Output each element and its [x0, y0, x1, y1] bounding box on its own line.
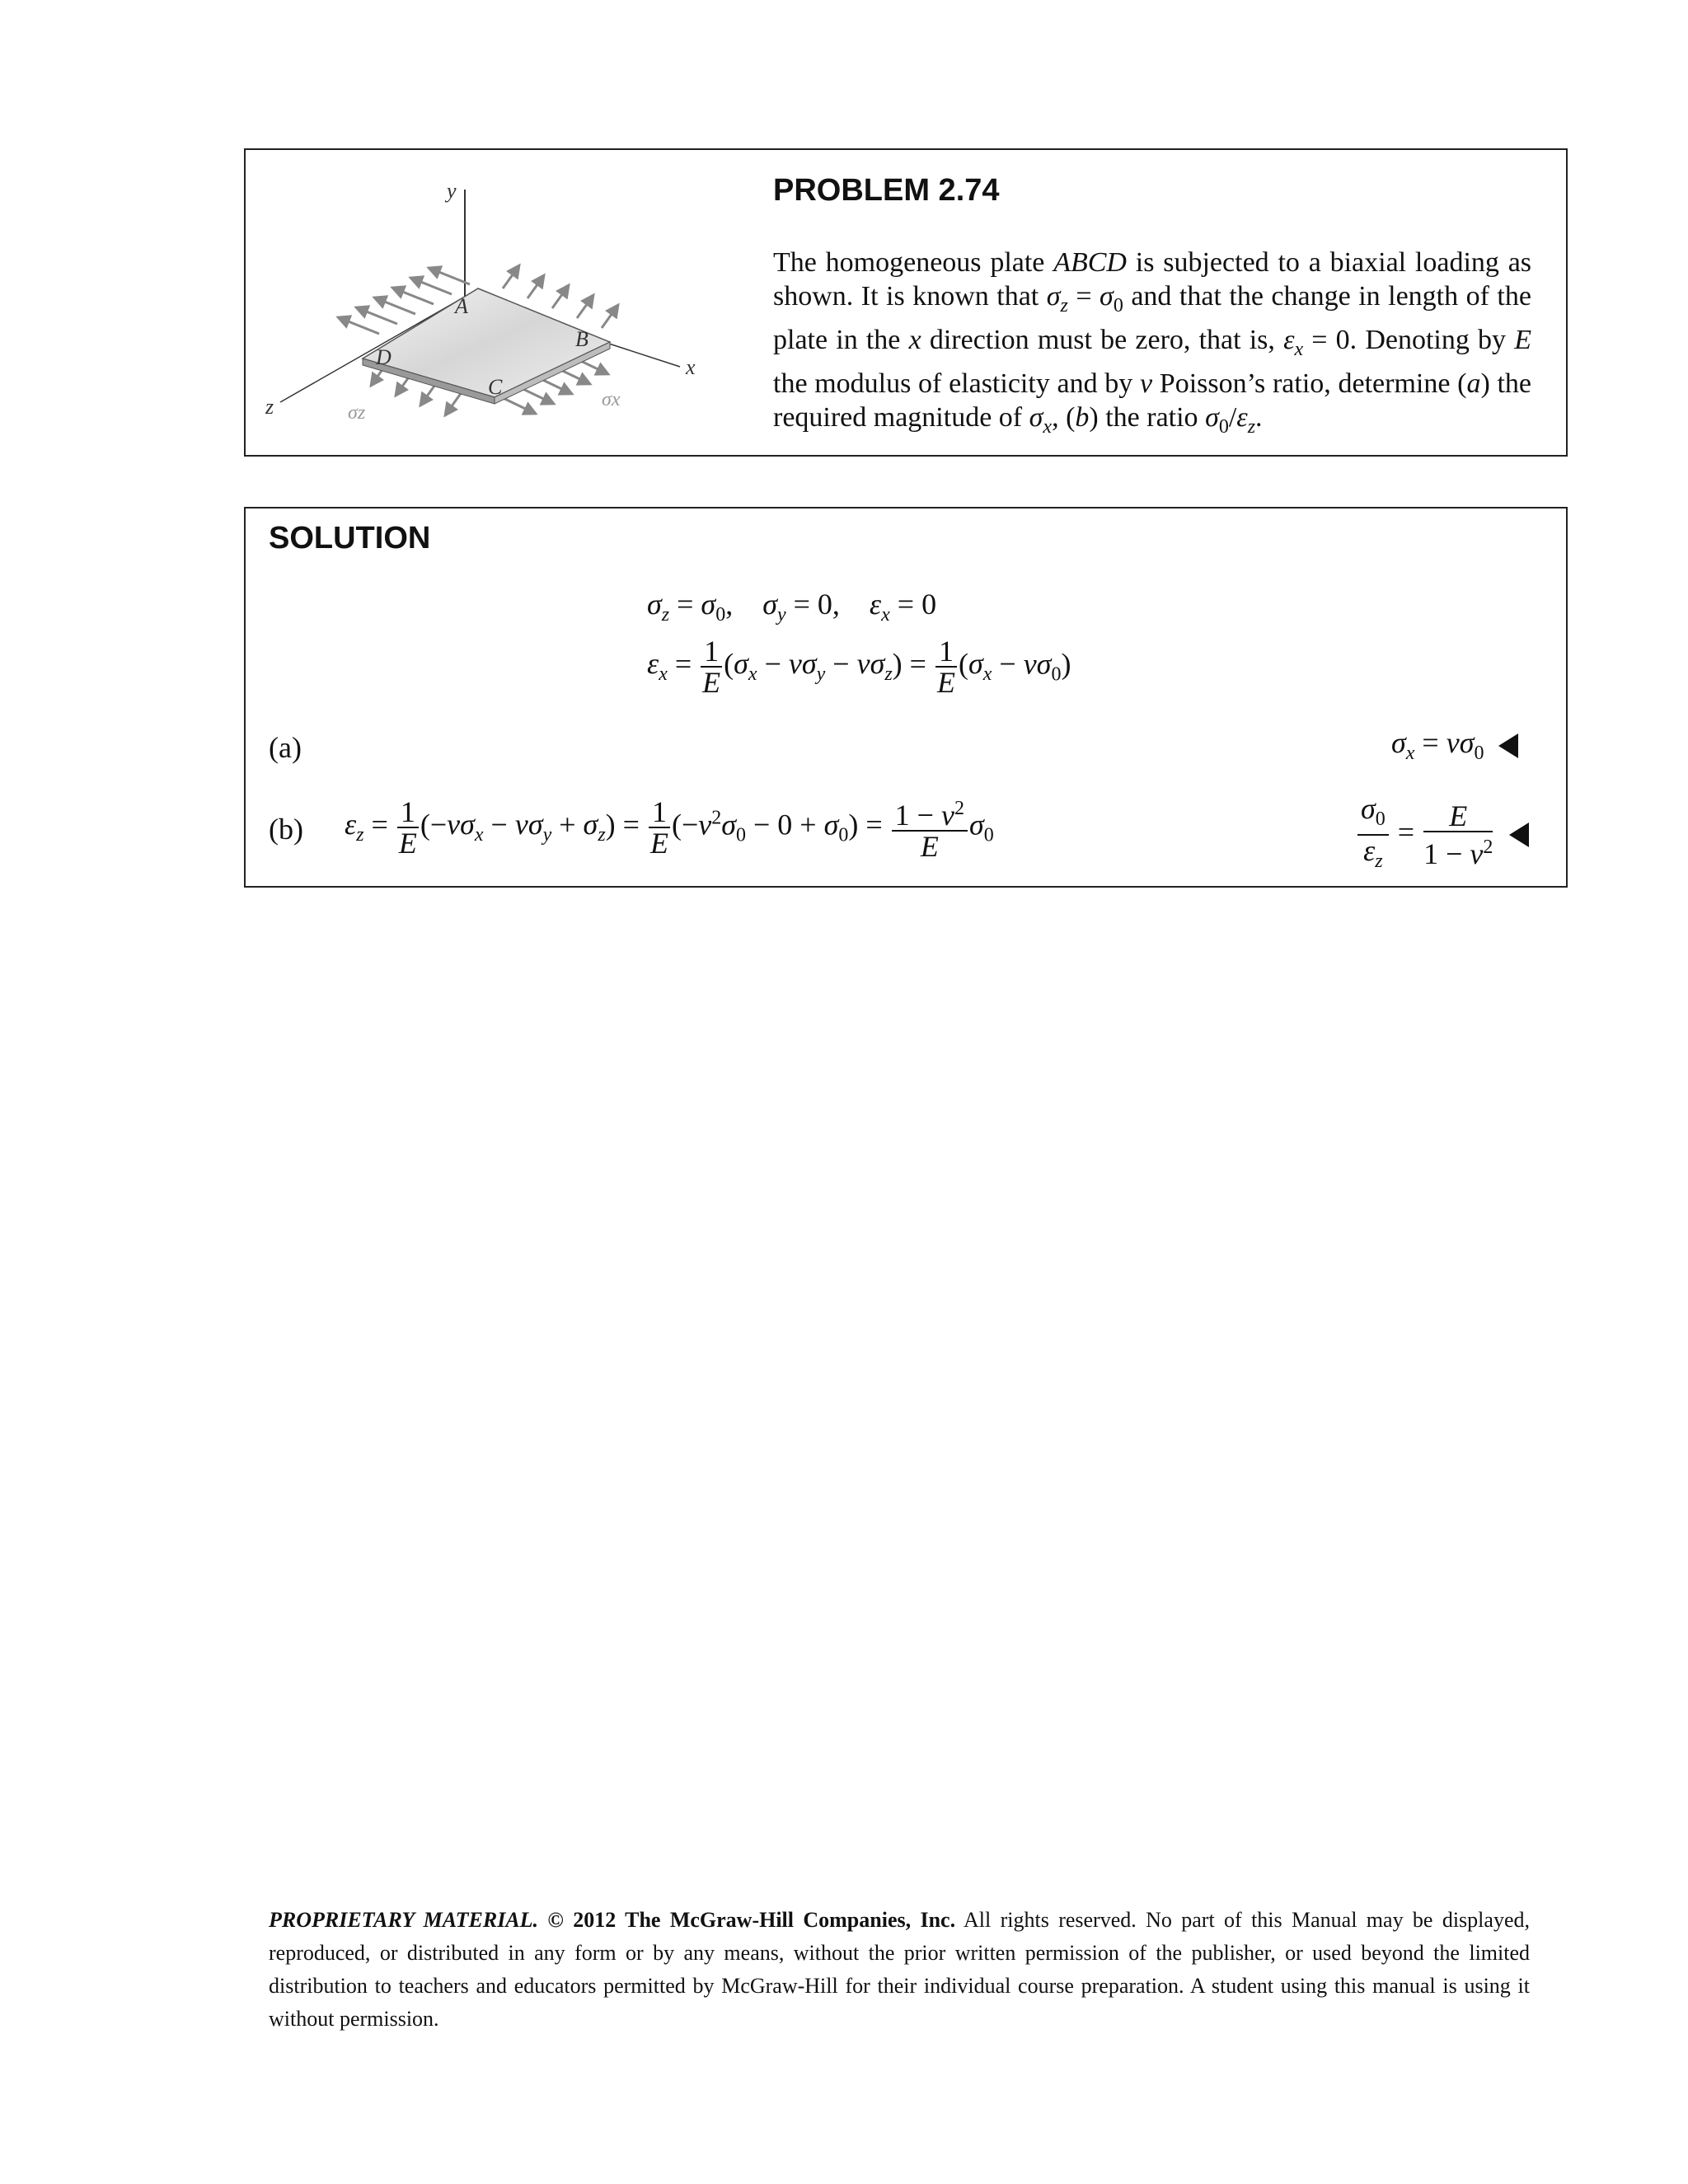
given-conditions: $\sigma_z = \sigma_0$, $\sigma_y = 0$, $\varepsilon_x = 0$ [647, 588, 937, 626]
plate-figure [256, 173, 717, 445]
corner-b-label: B [575, 327, 588, 351]
problem-title: PROBLEM 2.74 [773, 173, 1000, 208]
strain-x-equation: $\varepsilon_x$ = $\frac{1}{E}$ $(\sigma_x - v\sigma_y - v\sigma_z)$ = $\frac{1}{E}$ $(\sigma_x - v\sigma_0)$ [647, 635, 1071, 699]
corner-a-label: A [455, 294, 468, 318]
corner-c-label: C [488, 375, 503, 399]
answer-marker-b [1509, 823, 1529, 847]
answer-b: $\frac{\sigma_0}{\varepsilon_z}$ = $\frac{E}{1 - v^2}$ [1356, 794, 1529, 876]
solution-title: SOLUTION [269, 521, 431, 555]
sigma-x-label: σx [602, 389, 621, 410]
strain-z-equation: $\varepsilon_z$ = $\frac{1}{E}$ $(-v\sigma_x - v\sigma_y + \sigma_z)$ = $\frac{1}{E}$ $(-v^2\sigma_0 - 0 + \sigma_0)$ = $\frac{1 - v^2}{E}$ $\sigma_0$ [345, 795, 994, 863]
part-b-label: (b) [269, 813, 303, 846]
part-a-label: (a) [269, 731, 302, 764]
corner-d-label: D [376, 345, 392, 369]
y-axis-label: y [447, 179, 457, 203]
plate [363, 288, 610, 397]
x-axis-label: x [686, 355, 696, 379]
answer-marker-a [1498, 733, 1518, 758]
sigma-z-label: σz [348, 402, 366, 424]
answer-a: $\sigma_x = v\sigma_0$ [1391, 725, 1518, 765]
z-axis-label: z [265, 395, 274, 419]
problem-statement: The homogeneous plate ABCD is subjected to a biaxial loading as shown. It is known that $\sigma_z = \sigma_0$ and that the change in length of the plate in the x direction must be zero, that is, $\varepsilon_x = 0$. Denoting by E the modulus of elasticity and by v Poisson’s ratio, determine (a) the required magnitude of $\sigma_x$, (b) the ratio $\sigma_0/\varepsilon_z$. [773, 247, 1532, 438]
copyright-footer: PROPRIETARY MATERIAL. © 2012 The McGraw-Hill Companies, Inc. All rights reserved. No part of this Manual may be displayed, reproduced, or distributed in any form or by any means, without the prior written permission of the publisher, or used beyond the limited distribution to teachers and educators permitted by McGraw-Hill for their individual course preparation. A student using this manual is using it without permission. [269, 1908, 1530, 2031]
